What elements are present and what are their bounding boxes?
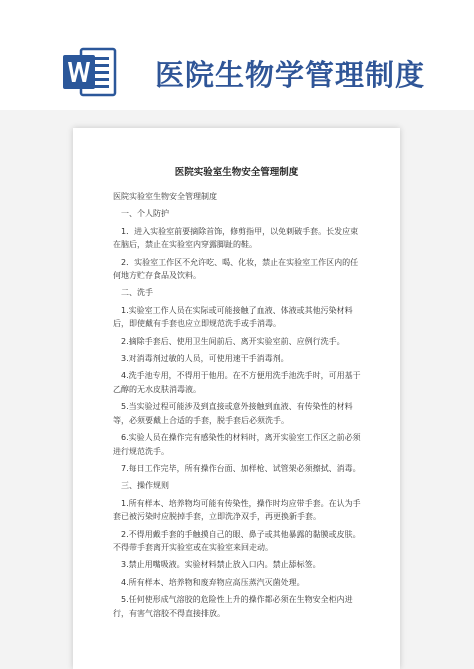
paragraph: 5.当实验过程可能涉及到直接或意外接触到血液、有传染性的材料等，必须要戴上合适的手套，脱手套后必须洗手。 bbox=[113, 402, 353, 425]
banner-title: 医院生物学管理制度 bbox=[155, 58, 426, 92]
paragraph: 4.所有样本、培养物和废弃物应高压蒸汽灭菌处理。 bbox=[121, 577, 305, 587]
paragraph: 3.禁止用嘴吸液。实验材料禁止放入口内。禁止舔标签。 bbox=[121, 560, 321, 570]
banner bbox=[0, 0, 474, 110]
paragraph: 1.实验室工作人员在实际或可能接触了血液、体液或其他污染材料后，即使戴有手套也应立即规范洗手或手消毒。 bbox=[113, 305, 353, 329]
paragraph: 2．实验室工作区不允许吃、喝、化妆，禁止在实验室工作区内的任何地方贮存食品及饮料。 bbox=[113, 257, 359, 281]
paragraph: 5.任何使形成气溶胶的危险性上升的操作都必须在生物安全柜内进行，有害气溶胶不得直接排放。 bbox=[113, 595, 353, 618]
paragraph: 7.每日工作完毕，所有操作台面、加样枪、试管架必须擦拭、消毒。 bbox=[121, 463, 361, 473]
paragraph: 4.洗手池专用，不得用于他用。在不方便用洗手池洗手时，可用基于乙醇的无水皮肤消毒液。 bbox=[113, 371, 361, 394]
section-heading: 二、洗手 bbox=[121, 288, 153, 298]
document-page bbox=[73, 128, 400, 669]
paragraph: 6.实验人员在操作完有感染性的材料时，离开实验室工作区之前必须进行规范洗手。 bbox=[113, 433, 361, 456]
document-body bbox=[113, 190, 363, 624]
paragraph: 1.所有样本、培养物均可能有传染性，操作时均应带手套。在认为手套已被污染时应脱掉手套，立即洗净双手，再更换新手套。 bbox=[113, 498, 361, 522]
section-heading: 一、个人防护 bbox=[121, 209, 169, 219]
paragraph: 3.对消毒剂过敏的人员，可使用速干手消毒剂。 bbox=[121, 354, 289, 364]
paragraph: 1．进入实验室前要摘除首饰，修剪指甲，以免刺破手套。长发应束在脑后，禁止在实验室内穿露脚趾的鞋。 bbox=[113, 226, 359, 250]
word-document-icon bbox=[61, 43, 119, 101]
paragraph: 2.摘除手套后、使用卫生间前后、离开实验室前、应例行洗手。 bbox=[121, 336, 345, 346]
section-heading: 三、操作规则 bbox=[121, 481, 169, 491]
document-subtitle: 医院实验室生物安全管理制度 bbox=[113, 192, 217, 201]
paragraph: 2.不得用戴手套的手触摸自己的眼、鼻子或其他暴露的黏膜或皮肤。不得带手套离开实验室或在实验室来回走动。 bbox=[113, 529, 361, 552]
document-title: 医院实验室生物安全管理制度 bbox=[174, 167, 299, 178]
